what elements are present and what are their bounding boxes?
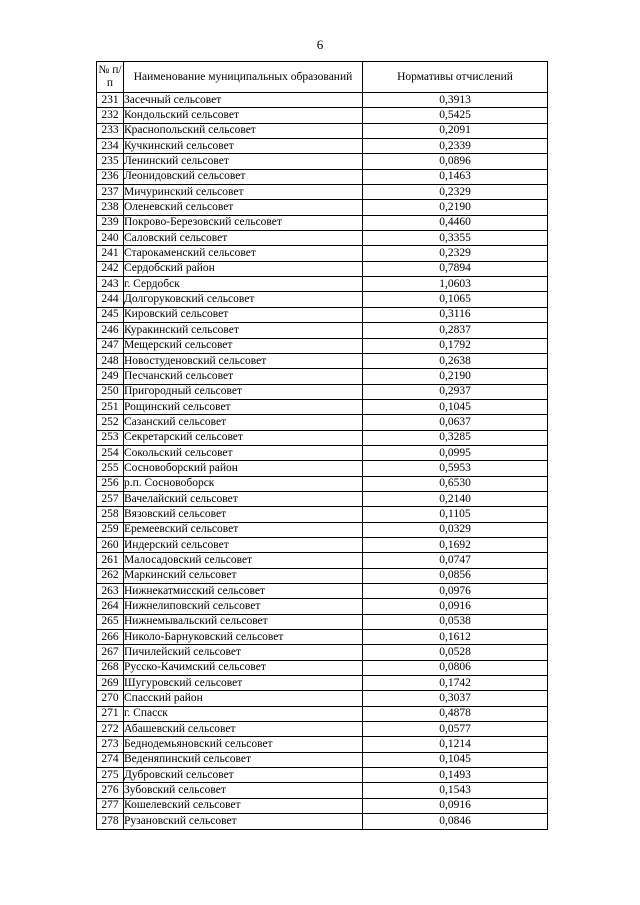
row-value: 0,1463 bbox=[363, 169, 548, 184]
header-name: Наименование муниципальных образований bbox=[124, 62, 363, 93]
table-row bbox=[97, 93, 548, 108]
row-number: 241 bbox=[97, 246, 124, 261]
row-value: 0,1045 bbox=[363, 752, 548, 767]
row-name: Долгоруковский сельсовет bbox=[124, 292, 363, 307]
table-row bbox=[97, 706, 548, 721]
table-row bbox=[97, 154, 548, 169]
row-value: 0,0528 bbox=[363, 645, 548, 660]
table-row bbox=[97, 783, 548, 798]
row-name: Еремеевский сельсовет bbox=[124, 522, 363, 537]
table-row bbox=[97, 645, 548, 660]
row-number: 252 bbox=[97, 415, 124, 430]
row-name: Ленинский сельсовет bbox=[124, 154, 363, 169]
row-name: Кучкинский сельсовет bbox=[124, 139, 363, 154]
table-row bbox=[97, 369, 548, 384]
row-value: 0,1742 bbox=[363, 676, 548, 691]
row-name: р.п. Сосновоборск bbox=[124, 476, 363, 491]
table-row bbox=[97, 676, 548, 691]
table-row bbox=[97, 737, 548, 752]
row-name: Новостуденовский сельсовет bbox=[124, 353, 363, 368]
row-number: 236 bbox=[97, 169, 124, 184]
row-number: 244 bbox=[97, 292, 124, 307]
row-value: 0,0846 bbox=[363, 814, 548, 829]
row-number: 265 bbox=[97, 614, 124, 629]
table-row bbox=[97, 752, 548, 767]
table-row bbox=[97, 399, 548, 414]
table-row bbox=[97, 384, 548, 399]
row-value: 0,0577 bbox=[363, 722, 548, 737]
row-name: Нижнекатмисский сельсовет bbox=[124, 584, 363, 599]
row-number: 248 bbox=[97, 353, 124, 368]
row-number: 272 bbox=[97, 722, 124, 737]
table-row bbox=[97, 415, 548, 430]
row-value: 0,6530 bbox=[363, 476, 548, 491]
row-name: Мичуринский сельсовет bbox=[124, 185, 363, 200]
row-number: 255 bbox=[97, 461, 124, 476]
row-number: 269 bbox=[97, 676, 124, 691]
row-number: 246 bbox=[97, 323, 124, 338]
row-name: Краснопольский сельсовет bbox=[124, 123, 363, 138]
table-row bbox=[97, 660, 548, 675]
row-name: Индерский сельсовет bbox=[124, 537, 363, 552]
row-number: 240 bbox=[97, 231, 124, 246]
table-row bbox=[97, 722, 548, 737]
table-row bbox=[97, 568, 548, 583]
table-row bbox=[97, 430, 548, 445]
row-name: Старокаменский сельсовет bbox=[124, 246, 363, 261]
row-number: 273 bbox=[97, 737, 124, 752]
row-value: 0,2091 bbox=[363, 123, 548, 138]
row-name: Саловский сельсовет bbox=[124, 231, 363, 246]
row-number: 275 bbox=[97, 768, 124, 783]
table-row bbox=[97, 584, 548, 599]
table-row bbox=[97, 691, 548, 706]
row-number: 234 bbox=[97, 139, 124, 154]
row-name: Пичилейский сельсовет bbox=[124, 645, 363, 660]
row-name: г. Сердобск bbox=[124, 277, 363, 292]
table-row bbox=[97, 507, 548, 522]
row-value: 0,3355 bbox=[363, 231, 548, 246]
table-row bbox=[97, 476, 548, 491]
row-name: Пригородный сельсовет bbox=[124, 384, 363, 399]
row-name: Вачелайский сельсовет bbox=[124, 491, 363, 506]
row-value: 0,0896 bbox=[363, 154, 548, 169]
row-number: 237 bbox=[97, 185, 124, 200]
row-number: 253 bbox=[97, 430, 124, 445]
table-row bbox=[97, 338, 548, 353]
row-number: 243 bbox=[97, 277, 124, 292]
row-name: Николо-Барнуковский сельсовет bbox=[124, 630, 363, 645]
row-number: 257 bbox=[97, 491, 124, 506]
table-row bbox=[97, 491, 548, 506]
table-row bbox=[97, 522, 548, 537]
row-name: Кондольский сельсовет bbox=[124, 108, 363, 123]
row-number: 263 bbox=[97, 584, 124, 599]
row-name: Малосадовский сельсовет bbox=[124, 553, 363, 568]
row-value: 0,4460 bbox=[363, 215, 548, 230]
table-row bbox=[97, 353, 548, 368]
table-row bbox=[97, 139, 548, 154]
row-value: 0,0916 bbox=[363, 599, 548, 614]
row-value: 0,0637 bbox=[363, 415, 548, 430]
row-value: 0,1692 bbox=[363, 537, 548, 552]
row-value: 0,2329 bbox=[363, 246, 548, 261]
row-name: Рузановский сельсовет bbox=[124, 814, 363, 829]
row-name: Секретарский сельсовет bbox=[124, 430, 363, 445]
row-value: 0,0976 bbox=[363, 584, 548, 599]
table-row bbox=[97, 614, 548, 629]
header-value: Нормативы отчислений bbox=[363, 62, 548, 93]
header-number: № п/п bbox=[97, 62, 124, 93]
row-name: Куракинский сельсовет bbox=[124, 323, 363, 338]
row-name: Зубовский сельсовет bbox=[124, 783, 363, 798]
row-number: 232 bbox=[97, 108, 124, 123]
row-name: Кошелевский сельсовет bbox=[124, 798, 363, 813]
row-number: 278 bbox=[97, 814, 124, 829]
row-number: 249 bbox=[97, 369, 124, 384]
row-number: 260 bbox=[97, 537, 124, 552]
table-row bbox=[97, 231, 548, 246]
row-number: 262 bbox=[97, 568, 124, 583]
row-value: 0,2638 bbox=[363, 353, 548, 368]
table-header-row bbox=[97, 62, 548, 93]
row-name: Кировский сельсовет bbox=[124, 307, 363, 322]
table-row bbox=[97, 445, 548, 460]
row-name: Абашевский сельсовет bbox=[124, 722, 363, 737]
table-row bbox=[97, 630, 548, 645]
row-value: 0,4878 bbox=[363, 706, 548, 721]
row-value: 0,3037 bbox=[363, 691, 548, 706]
row-number: 276 bbox=[97, 783, 124, 798]
row-value: 0,2190 bbox=[363, 369, 548, 384]
table-row bbox=[97, 768, 548, 783]
row-value: 0,2837 bbox=[363, 323, 548, 338]
table-row bbox=[97, 246, 548, 261]
table-row bbox=[97, 277, 548, 292]
table-row bbox=[97, 261, 548, 276]
row-number: 259 bbox=[97, 522, 124, 537]
row-value: 0,3116 bbox=[363, 307, 548, 322]
row-name: Шугуровский сельсовет bbox=[124, 676, 363, 691]
row-name: Дубровский сельсовет bbox=[124, 768, 363, 783]
table-row bbox=[97, 814, 548, 829]
row-name: Покрово-Березовский сельсовет bbox=[124, 215, 363, 230]
row-value: 0,1045 bbox=[363, 399, 548, 414]
row-name: Вязовский сельсовет bbox=[124, 507, 363, 522]
row-number: 258 bbox=[97, 507, 124, 522]
row-value: 0,2140 bbox=[363, 491, 548, 506]
table-row bbox=[97, 307, 548, 322]
table-row bbox=[97, 599, 548, 614]
row-value: 0,2937 bbox=[363, 384, 548, 399]
row-name: Леонидовский сельсовет bbox=[124, 169, 363, 184]
row-name: Оленевский сельсовет bbox=[124, 200, 363, 215]
row-name: Сердобский район bbox=[124, 261, 363, 276]
table-row bbox=[97, 200, 548, 215]
row-value: 0,0329 bbox=[363, 522, 548, 537]
row-name: г. Спасск bbox=[124, 706, 363, 721]
row-value: 0,1214 bbox=[363, 737, 548, 752]
row-value: 0,3913 bbox=[363, 93, 548, 108]
row-number: 235 bbox=[97, 154, 124, 169]
row-name: Беднодемьяновский сельсовет bbox=[124, 737, 363, 752]
table-body bbox=[97, 93, 548, 830]
row-value: 0,1065 bbox=[363, 292, 548, 307]
table-row bbox=[97, 185, 548, 200]
table-row bbox=[97, 323, 548, 338]
norms-table bbox=[96, 61, 548, 830]
row-number: 256 bbox=[97, 476, 124, 491]
row-value: 0,3285 bbox=[363, 430, 548, 445]
row-number: 247 bbox=[97, 338, 124, 353]
row-name: Засечный сельсовет bbox=[124, 93, 363, 108]
row-value: 0,0916 bbox=[363, 798, 548, 813]
row-name: Сокольский сельсовет bbox=[124, 445, 363, 460]
table-row bbox=[97, 169, 548, 184]
table-row bbox=[97, 123, 548, 138]
row-name: Сосновоборский район bbox=[124, 461, 363, 476]
row-value: 0,1493 bbox=[363, 768, 548, 783]
row-value: 0,0856 bbox=[363, 568, 548, 583]
table-row bbox=[97, 461, 548, 476]
row-value: 0,2190 bbox=[363, 200, 548, 215]
table-row bbox=[97, 798, 548, 813]
row-number: 238 bbox=[97, 200, 124, 215]
row-value: 0,0995 bbox=[363, 445, 548, 460]
row-value: 0,0806 bbox=[363, 660, 548, 675]
row-number: 233 bbox=[97, 123, 124, 138]
row-number: 266 bbox=[97, 630, 124, 645]
row-name: Нижнелиповский сельсовет bbox=[124, 599, 363, 614]
row-number: 274 bbox=[97, 752, 124, 767]
row-name: Мещерский сельсовет bbox=[124, 338, 363, 353]
row-number: 264 bbox=[97, 599, 124, 614]
row-name: Рощинский сельсовет bbox=[124, 399, 363, 414]
row-number: 231 bbox=[97, 93, 124, 108]
row-value: 0,1543 bbox=[363, 783, 548, 798]
row-number: 254 bbox=[97, 445, 124, 460]
row-number: 271 bbox=[97, 706, 124, 721]
row-name: Веденяпинский сельсовет bbox=[124, 752, 363, 767]
row-value: 0,5953 bbox=[363, 461, 548, 476]
row-value: 0,1792 bbox=[363, 338, 548, 353]
row-value: 0,1105 bbox=[363, 507, 548, 522]
row-value: 0,2339 bbox=[363, 139, 548, 154]
row-value: 1,0603 bbox=[363, 277, 548, 292]
row-value: 0,5425 bbox=[363, 108, 548, 123]
table-row bbox=[97, 553, 548, 568]
row-name: Сазанский сельсовет bbox=[124, 415, 363, 430]
page-number: 6 bbox=[316, 37, 324, 52]
row-number: 267 bbox=[97, 645, 124, 660]
row-number: 245 bbox=[97, 307, 124, 322]
row-number: 277 bbox=[97, 798, 124, 813]
row-number: 242 bbox=[97, 261, 124, 276]
table-row bbox=[97, 108, 548, 123]
row-number: 250 bbox=[97, 384, 124, 399]
row-value: 0,7894 bbox=[363, 261, 548, 276]
row-name: Русско-Качимский сельсовет bbox=[124, 660, 363, 675]
row-value: 0,2329 bbox=[363, 185, 548, 200]
row-value: 0,0747 bbox=[363, 553, 548, 568]
table-row bbox=[97, 537, 548, 552]
row-name: Спасский район bbox=[124, 691, 363, 706]
row-name: Маркинский сельсовет bbox=[124, 568, 363, 583]
row-number: 270 bbox=[97, 691, 124, 706]
row-number: 261 bbox=[97, 553, 124, 568]
row-number: 268 bbox=[97, 660, 124, 675]
row-number: 251 bbox=[97, 399, 124, 414]
table-row bbox=[97, 292, 548, 307]
row-number: 239 bbox=[97, 215, 124, 230]
row-name: Песчанский сельсовет bbox=[124, 369, 363, 384]
table-row bbox=[97, 215, 548, 230]
row-name: Нижнемывальский сельсовет bbox=[124, 614, 363, 629]
row-value: 0,0538 bbox=[363, 614, 548, 629]
row-value: 0,1612 bbox=[363, 630, 548, 645]
